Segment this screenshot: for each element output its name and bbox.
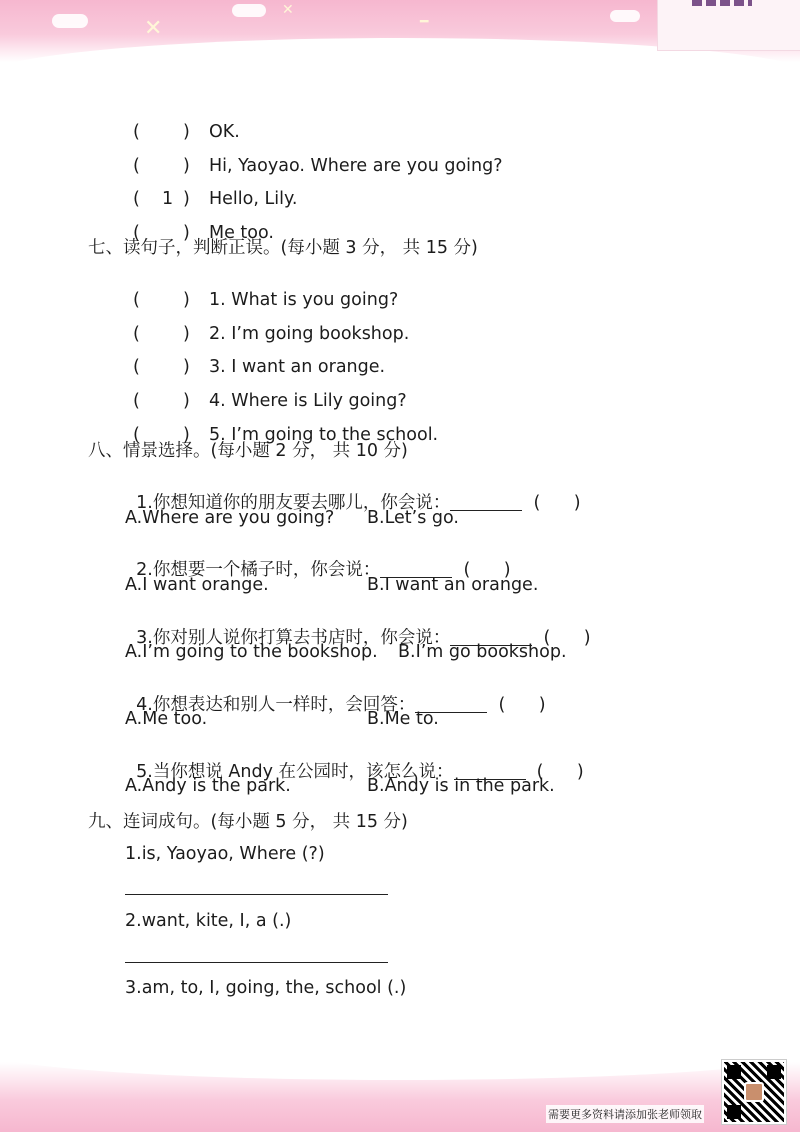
judgement-item: [133, 409, 439, 445]
conversation-item: [133, 106, 240, 142]
cloud-decoration: [610, 10, 640, 22]
option-a: A.Where are you going?: [125, 508, 335, 528]
item-text: 2. I’m going bookshop.: [209, 323, 410, 344]
answer-bracket-open[interactable]: (: [133, 121, 140, 142]
question-prompt: [125, 543, 511, 579]
question-prompt: [125, 476, 581, 512]
answer-bracket-open[interactable]: (: [133, 356, 140, 377]
cloud-decoration: [232, 4, 266, 17]
judgement-item: [133, 341, 386, 377]
answer-bracket-open[interactable]: (: [133, 222, 140, 243]
item-text: Me too.: [209, 222, 274, 243]
answer-bracket-open[interactable]: (: [133, 289, 140, 310]
answer-value: 1: [162, 188, 174, 209]
corner-panel: [657, 0, 800, 51]
item-text: 1. What is you going?: [209, 289, 399, 310]
option-a: A.Andy is the park.: [125, 776, 291, 796]
answer-bracket-close: ): [183, 155, 190, 176]
option-b: B.Let’s go.: [367, 508, 459, 528]
answer-bracket-close: ): [183, 289, 190, 310]
judgement-item: [133, 274, 399, 310]
star-decoration: ━: [420, 14, 429, 30]
answer-line[interactable]: [125, 894, 388, 895]
section-title: 九、连词成句。(每小题 5 分， 共 15 分): [88, 812, 408, 832]
answer-bracket-open[interactable]: (: [463, 559, 471, 580]
answer-bracket-close: ): [503, 559, 511, 580]
item-text: OK.: [209, 121, 240, 142]
option-b: B.Andy is in the park.: [367, 776, 555, 796]
footer-wave: [0, 1050, 800, 1080]
section-title: 八、情景选择。(每小题 2 分， 共 10 分): [88, 441, 408, 461]
word-order-item: 1.is, Yaoyao, Where (?): [125, 844, 325, 864]
answer-bracket-close: ): [183, 424, 190, 445]
conversation-item: [133, 173, 298, 209]
answer-bracket-close: ): [183, 121, 190, 142]
item-text: 5. I’m going to the school.: [209, 424, 439, 445]
answer-bracket-close: ): [576, 761, 584, 782]
qr-caption: 需要更多资料请添加张老师领取: [546, 1105, 704, 1123]
answer-bracket-open[interactable]: (: [133, 188, 140, 209]
answer-bracket-close: ): [183, 390, 190, 411]
answer-bracket-close: ): [538, 694, 546, 715]
answer-bracket-open[interactable]: (: [498, 694, 506, 715]
answer-bracket-open[interactable]: (: [133, 424, 140, 445]
answer-bracket-open[interactable]: (: [133, 323, 140, 344]
item-text: 4. Where is Lily going?: [209, 390, 407, 411]
answer-blank[interactable]: [450, 494, 522, 511]
cloud-decoration: [52, 14, 88, 28]
answer-line[interactable]: [125, 962, 388, 963]
answer-bracket-open[interactable]: (: [543, 627, 551, 648]
word-order-item: 2.want, kite, I, a (.): [125, 911, 292, 931]
option-b: B.I’m go bookshop.: [398, 642, 567, 662]
answer-bracket-close: ): [573, 492, 581, 513]
word-order-item: 3.am, to, I, going, the, school (.): [125, 978, 407, 998]
answer-bracket-open[interactable]: (: [133, 390, 140, 411]
option-b: B.I want an orange.: [367, 575, 539, 595]
answer-bracket-open[interactable]: (: [536, 761, 544, 782]
qr-avatar-icon: [744, 1082, 764, 1102]
answer-bracket-close: ): [183, 222, 190, 243]
answer-bracket-close: ): [583, 627, 591, 648]
answer-bracket-close: ): [183, 188, 190, 209]
answer-bracket-close: ): [183, 356, 190, 377]
item-text: 3. I want an orange.: [209, 356, 386, 377]
item-text: Hi, Yaoyao. Where are you going?: [209, 155, 503, 176]
option-a: A.I’m going to the bookshop.: [125, 642, 378, 662]
item-text: Hello, Lily.: [209, 188, 298, 209]
prompt-text: 1.你想知道你的朋友要去哪儿，你会说：: [136, 492, 451, 513]
prompt-text: 5.当你想说 Andy 在公园时，该怎么说：: [136, 761, 454, 782]
answer-bracket-close: ): [183, 323, 190, 344]
judgement-item: [133, 308, 410, 344]
option-a: A.I want orange.: [125, 575, 269, 595]
prompt-text: 2.你想要一个橘子时，你会说：: [136, 559, 381, 580]
judgement-item: [133, 375, 407, 411]
option-a: A.Me too.: [125, 709, 208, 729]
option-b: B.Me to.: [367, 709, 439, 729]
section-title: 七、读句子，判断正误。(每小题 3 分， 共 15 分): [88, 238, 478, 258]
answer-bracket-open[interactable]: (: [133, 155, 140, 176]
prompt-text: 4.你想表达和别人一样时，会回答：: [136, 694, 416, 715]
conversation-item: [133, 140, 503, 176]
answer-bracket-open[interactable]: (: [533, 492, 541, 513]
star-decoration: ✕: [282, 2, 294, 18]
prompt-text: 3.你对别人说你打算去书店时，你会说：: [136, 627, 451, 648]
conversation-item: [133, 207, 274, 243]
star-decoration: ✕: [144, 16, 163, 41]
corner-dots: [692, 0, 752, 6]
